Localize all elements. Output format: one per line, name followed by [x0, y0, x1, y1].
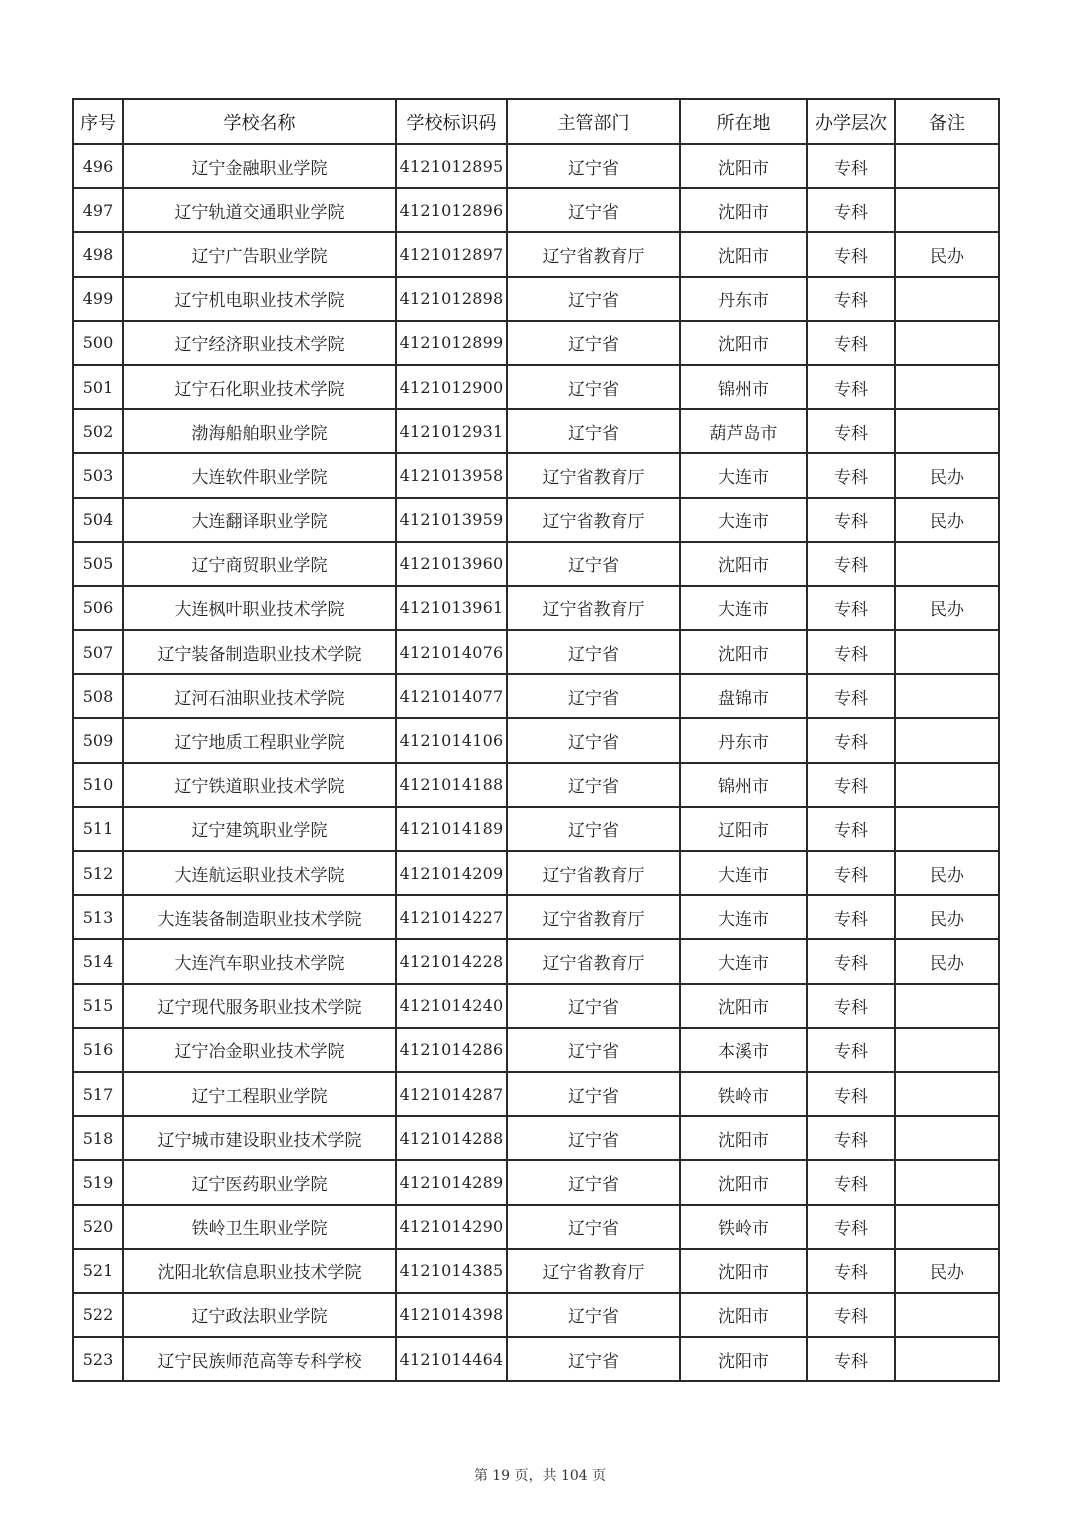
level-cell: 专科 [807, 939, 895, 983]
school-code-cell: 4121014398 [396, 1293, 507, 1337]
authority-cell: 辽宁省 [507, 1160, 680, 1204]
school-list-table [72, 98, 1000, 1382]
school-name-cell: 辽宁铁道职业技术学院 [123, 763, 396, 807]
table-row [73, 1293, 999, 1337]
row-index-cell: 507 [73, 630, 123, 674]
table-row [73, 674, 999, 718]
school-name-cell: 大连软件职业学院 [123, 453, 396, 497]
table-row [73, 1160, 999, 1204]
school-code-cell: 4121013959 [396, 498, 507, 542]
remarks-cell [895, 321, 999, 365]
remarks-cell [895, 1028, 999, 1072]
level-cell: 专科 [807, 718, 895, 762]
level-cell: 专科 [807, 984, 895, 1028]
table-row [73, 1205, 999, 1249]
table-row [73, 542, 999, 586]
table-row [73, 1337, 999, 1381]
school-name-cell: 辽河石油职业技术学院 [123, 674, 396, 718]
remarks-cell [895, 1160, 999, 1204]
row-index-cell: 508 [73, 674, 123, 718]
authority-cell: 辽宁省 [507, 1293, 680, 1337]
level-cell: 专科 [807, 498, 895, 542]
table-row [73, 453, 999, 497]
table-row [73, 321, 999, 365]
school-code-cell: 4121014287 [396, 1072, 507, 1116]
authority-cell: 辽宁省 [507, 542, 680, 586]
table-row [73, 1249, 999, 1293]
remarks-cell [895, 674, 999, 718]
table-row [73, 895, 999, 939]
header-location: 所在地 [680, 99, 807, 144]
remarks-cell: 民办 [895, 851, 999, 895]
school-name-cell: 辽宁商贸职业学院 [123, 542, 396, 586]
remarks-cell [895, 718, 999, 762]
school-code-cell: 4121014289 [396, 1160, 507, 1204]
school-name-cell: 大连枫叶职业技术学院 [123, 586, 396, 630]
table-row [73, 939, 999, 983]
school-name-cell: 辽宁城市建设职业技术学院 [123, 1116, 396, 1160]
location-cell: 沈阳市 [680, 1249, 807, 1293]
row-index-cell: 521 [73, 1249, 123, 1293]
remarks-cell [895, 1337, 999, 1381]
school-name-cell: 辽宁建筑职业学院 [123, 807, 396, 851]
remarks-cell: 民办 [895, 1249, 999, 1293]
level-cell: 专科 [807, 763, 895, 807]
school-code-cell: 4121014188 [396, 763, 507, 807]
remarks-cell [895, 1293, 999, 1337]
level-cell: 专科 [807, 409, 895, 453]
table-row [73, 1072, 999, 1116]
level-cell: 专科 [807, 1293, 895, 1337]
level-cell: 专科 [807, 895, 895, 939]
authority-cell: 辽宁省 [507, 718, 680, 762]
level-cell: 专科 [807, 586, 895, 630]
level-cell: 专科 [807, 188, 895, 232]
authority-cell: 辽宁省教育厅 [507, 453, 680, 497]
level-cell: 专科 [807, 807, 895, 851]
school-name-cell: 辽宁地质工程职业学院 [123, 718, 396, 762]
row-index-cell: 504 [73, 498, 123, 542]
school-name-cell: 铁岭卫生职业学院 [123, 1205, 396, 1249]
remarks-cell: 民办 [895, 498, 999, 542]
school-name-cell: 辽宁装备制造职业技术学院 [123, 630, 396, 674]
school-code-cell: 4121014076 [396, 630, 507, 674]
header-level: 办学层次 [807, 99, 895, 144]
school-name-cell: 大连汽车职业技术学院 [123, 939, 396, 983]
row-index-cell: 503 [73, 453, 123, 497]
level-cell: 专科 [807, 851, 895, 895]
location-cell: 辽阳市 [680, 807, 807, 851]
table-row [73, 1116, 999, 1160]
row-index-cell: 511 [73, 807, 123, 851]
table-body [73, 144, 999, 1381]
school-code-cell: 4121014106 [396, 718, 507, 762]
remarks-cell: 民办 [895, 895, 999, 939]
row-index-cell: 515 [73, 984, 123, 1028]
school-code-cell: 4121012898 [396, 277, 507, 321]
authority-cell: 辽宁省 [507, 1028, 680, 1072]
level-cell: 专科 [807, 1337, 895, 1381]
authority-cell: 辽宁省教育厅 [507, 1249, 680, 1293]
school-code-cell: 4121013958 [396, 453, 507, 497]
header-index: 序号 [73, 99, 123, 144]
location-cell: 铁岭市 [680, 1205, 807, 1249]
authority-cell: 辽宁省教育厅 [507, 498, 680, 542]
location-cell: 大连市 [680, 895, 807, 939]
remarks-cell [895, 409, 999, 453]
school-code-cell: 4121014286 [396, 1028, 507, 1072]
location-cell: 本溪市 [680, 1028, 807, 1072]
remarks-cell [895, 188, 999, 232]
remarks-cell [895, 542, 999, 586]
school-code-cell: 4121012900 [396, 365, 507, 409]
level-cell: 专科 [807, 1028, 895, 1072]
school-code-cell: 4121014077 [396, 674, 507, 718]
location-cell: 盘锦市 [680, 674, 807, 718]
school-code-cell: 4121014228 [396, 939, 507, 983]
school-name-cell: 辽宁金融职业学院 [123, 144, 396, 188]
row-index-cell: 499 [73, 277, 123, 321]
row-index-cell: 513 [73, 895, 123, 939]
authority-cell: 辽宁省教育厅 [507, 232, 680, 276]
table-row [73, 277, 999, 321]
school-name-cell: 大连翻译职业学院 [123, 498, 396, 542]
row-index-cell: 502 [73, 409, 123, 453]
header-authority: 主管部门 [507, 99, 680, 144]
location-cell: 大连市 [680, 851, 807, 895]
school-name-cell: 辽宁医药职业学院 [123, 1160, 396, 1204]
header-school-code: 学校标识码 [396, 99, 507, 144]
level-cell: 专科 [807, 674, 895, 718]
school-code-cell: 4121014290 [396, 1205, 507, 1249]
location-cell: 沈阳市 [680, 630, 807, 674]
authority-cell: 辽宁省 [507, 630, 680, 674]
school-code-cell: 4121012899 [396, 321, 507, 365]
level-cell: 专科 [807, 1205, 895, 1249]
location-cell: 沈阳市 [680, 321, 807, 365]
level-cell: 专科 [807, 1249, 895, 1293]
row-index-cell: 519 [73, 1160, 123, 1204]
location-cell: 丹东市 [680, 277, 807, 321]
location-cell: 沈阳市 [680, 1160, 807, 1204]
row-index-cell: 518 [73, 1116, 123, 1160]
location-cell: 沈阳市 [680, 232, 807, 276]
school-code-cell: 4121014240 [396, 984, 507, 1028]
row-index-cell: 520 [73, 1205, 123, 1249]
school-name-cell: 沈阳北软信息职业技术学院 [123, 1249, 396, 1293]
row-index-cell: 500 [73, 321, 123, 365]
page-footer: 第 19 页，共 104 页 [473, 1468, 607, 1484]
authority-cell: 辽宁省 [507, 1205, 680, 1249]
authority-cell: 辽宁省 [507, 1116, 680, 1160]
row-index-cell: 505 [73, 542, 123, 586]
table-row [73, 232, 999, 276]
school-code-cell: 4121013960 [396, 542, 507, 586]
location-cell: 锦州市 [680, 365, 807, 409]
remarks-cell [895, 277, 999, 321]
row-index-cell: 516 [73, 1028, 123, 1072]
school-code-cell: 4121014385 [396, 1249, 507, 1293]
row-index-cell: 496 [73, 144, 123, 188]
school-name-cell: 渤海船舶职业学院 [123, 409, 396, 453]
header-remarks: 备注 [895, 99, 999, 144]
table-row [73, 984, 999, 1028]
authority-cell: 辽宁省 [507, 807, 680, 851]
authority-cell: 辽宁省 [507, 1337, 680, 1381]
location-cell: 沈阳市 [680, 1116, 807, 1160]
school-name-cell: 辽宁现代服务职业技术学院 [123, 984, 396, 1028]
table-row [73, 144, 999, 188]
table-row [73, 409, 999, 453]
authority-cell: 辽宁省 [507, 144, 680, 188]
row-index-cell: 497 [73, 188, 123, 232]
school-code-cell: 4121012896 [396, 188, 507, 232]
row-index-cell: 501 [73, 365, 123, 409]
location-cell: 大连市 [680, 586, 807, 630]
row-index-cell: 522 [73, 1293, 123, 1337]
authority-cell: 辽宁省 [507, 984, 680, 1028]
school-code-cell: 4121014209 [396, 851, 507, 895]
row-index-cell: 509 [73, 718, 123, 762]
level-cell: 专科 [807, 630, 895, 674]
school-name-cell: 辽宁冶金职业技术学院 [123, 1028, 396, 1072]
level-cell: 专科 [807, 1160, 895, 1204]
level-cell: 专科 [807, 232, 895, 276]
remarks-cell [895, 630, 999, 674]
remarks-cell: 民办 [895, 453, 999, 497]
table-row [73, 763, 999, 807]
remarks-cell [895, 807, 999, 851]
table-row [73, 630, 999, 674]
school-code-cell: 4121013961 [396, 586, 507, 630]
school-code-cell: 4121014189 [396, 807, 507, 851]
authority-cell: 辽宁省 [507, 277, 680, 321]
school-name-cell: 辽宁轨道交通职业学院 [123, 188, 396, 232]
table-row [73, 586, 999, 630]
row-index-cell: 523 [73, 1337, 123, 1381]
level-cell: 专科 [807, 1072, 895, 1116]
level-cell: 专科 [807, 542, 895, 586]
authority-cell: 辽宁省教育厅 [507, 851, 680, 895]
remarks-cell [895, 1205, 999, 1249]
school-name-cell: 大连装备制造职业技术学院 [123, 895, 396, 939]
authority-cell: 辽宁省 [507, 763, 680, 807]
location-cell: 锦州市 [680, 763, 807, 807]
level-cell: 专科 [807, 277, 895, 321]
school-name-cell: 辽宁民族师范高等专科学校 [123, 1337, 396, 1381]
remarks-cell [895, 144, 999, 188]
level-cell: 专科 [807, 453, 895, 497]
table-row [73, 188, 999, 232]
location-cell: 沈阳市 [680, 1293, 807, 1337]
table-row [73, 807, 999, 851]
row-index-cell: 510 [73, 763, 123, 807]
school-name-cell: 辽宁石化职业技术学院 [123, 365, 396, 409]
table-row [73, 1028, 999, 1072]
school-name-cell: 大连航运职业技术学院 [123, 851, 396, 895]
location-cell: 大连市 [680, 498, 807, 542]
school-name-cell: 辽宁工程职业学院 [123, 1072, 396, 1116]
school-code-cell: 4121014227 [396, 895, 507, 939]
authority-cell: 辽宁省教育厅 [507, 586, 680, 630]
school-name-cell: 辽宁机电职业技术学院 [123, 277, 396, 321]
remarks-cell [895, 984, 999, 1028]
level-cell: 专科 [807, 1116, 895, 1160]
table-row [73, 498, 999, 542]
location-cell: 葫芦岛市 [680, 409, 807, 453]
location-cell: 沈阳市 [680, 144, 807, 188]
level-cell: 专科 [807, 144, 895, 188]
location-cell: 沈阳市 [680, 188, 807, 232]
location-cell: 铁岭市 [680, 1072, 807, 1116]
row-index-cell: 512 [73, 851, 123, 895]
table-row [73, 365, 999, 409]
location-cell: 丹东市 [680, 718, 807, 762]
table-header-row [73, 99, 999, 144]
level-cell: 专科 [807, 365, 895, 409]
location-cell: 沈阳市 [680, 542, 807, 586]
school-code-cell: 4121014464 [396, 1337, 507, 1381]
school-name-cell: 辽宁广告职业学院 [123, 232, 396, 276]
school-name-cell: 辽宁经济职业技术学院 [123, 321, 396, 365]
remarks-cell: 民办 [895, 939, 999, 983]
remarks-cell: 民办 [895, 232, 999, 276]
table-row [73, 851, 999, 895]
row-index-cell: 514 [73, 939, 123, 983]
authority-cell: 辽宁省 [507, 365, 680, 409]
school-name-cell: 辽宁政法职业学院 [123, 1293, 396, 1337]
school-code-cell: 4121012897 [396, 232, 507, 276]
authority-cell: 辽宁省教育厅 [507, 939, 680, 983]
authority-cell: 辽宁省 [507, 188, 680, 232]
remarks-cell [895, 763, 999, 807]
row-index-cell: 498 [73, 232, 123, 276]
remarks-cell [895, 1116, 999, 1160]
remarks-cell [895, 365, 999, 409]
remarks-cell: 民办 [895, 586, 999, 630]
authority-cell: 辽宁省 [507, 674, 680, 718]
location-cell: 大连市 [680, 939, 807, 983]
authority-cell: 辽宁省 [507, 1072, 680, 1116]
level-cell: 专科 [807, 321, 895, 365]
authority-cell: 辽宁省 [507, 409, 680, 453]
location-cell: 沈阳市 [680, 984, 807, 1028]
school-code-cell: 4121012931 [396, 409, 507, 453]
school-code-cell: 4121012895 [396, 144, 507, 188]
header-school-name: 学校名称 [123, 99, 396, 144]
table-row [73, 718, 999, 762]
authority-cell: 辽宁省 [507, 321, 680, 365]
row-index-cell: 506 [73, 586, 123, 630]
remarks-cell [895, 1072, 999, 1116]
school-code-cell: 4121014288 [396, 1116, 507, 1160]
location-cell: 沈阳市 [680, 1337, 807, 1381]
row-index-cell: 517 [73, 1072, 123, 1116]
authority-cell: 辽宁省教育厅 [507, 895, 680, 939]
location-cell: 大连市 [680, 453, 807, 497]
